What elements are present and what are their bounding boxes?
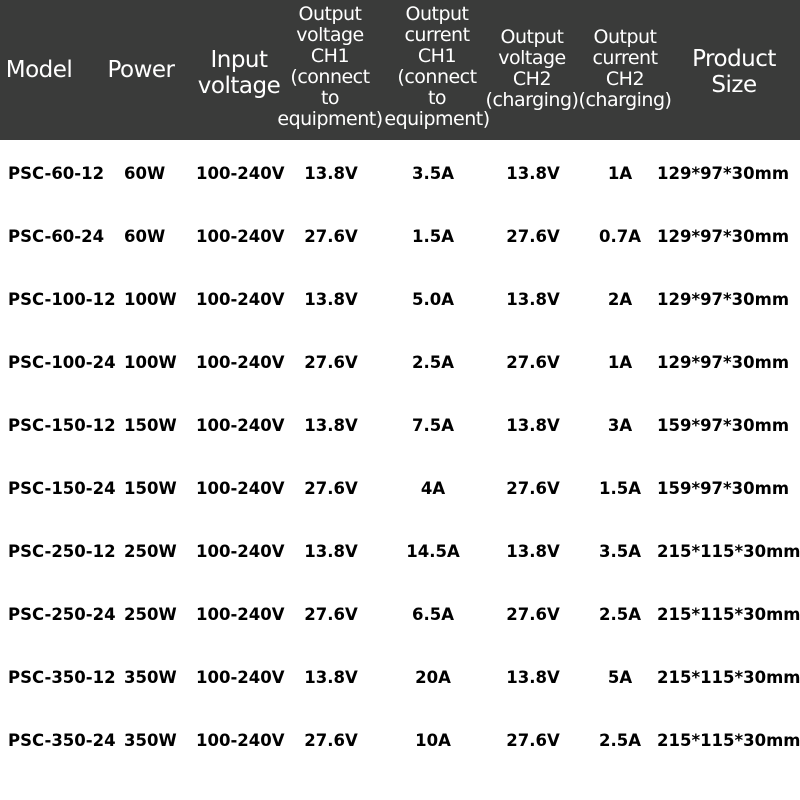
cell-output-voltage-ch2: 13.8V [506, 668, 560, 687]
cell-model: PSC-350-12 [8, 668, 116, 687]
cell-power: 150W [124, 479, 177, 498]
cell-power: 60W [124, 227, 166, 246]
cell-model: PSC-100-12 [8, 290, 116, 309]
header-model: Model [5, 57, 73, 83]
cell-model: PSC-250-24 [8, 605, 116, 624]
cell-product-size: 215*115*30mm [657, 605, 800, 624]
cell-input-voltage: 100-240V [196, 605, 285, 624]
cell-output-current-ch2: 5A [607, 668, 633, 687]
cell-output-voltage-ch1: 13.8V [304, 416, 358, 435]
cell-input-voltage: 100-240V [196, 479, 285, 498]
cell-output-voltage-ch1: 13.8V [304, 164, 358, 183]
cell-output-current-ch1: 5.0A [412, 290, 454, 309]
cell-output-current-ch2: 2.5A [599, 605, 641, 624]
cell-power: 350W [124, 668, 177, 687]
header-output-voltage-ch2: Output voltage CH2 (charging) [485, 26, 579, 111]
cell-output-voltage-ch1: 27.6V [304, 353, 358, 372]
cell-product-size: 159*97*30mm [657, 416, 790, 435]
cell-product-size: 215*115*30mm [657, 731, 800, 750]
header-output-current-ch2: Output current CH2 (charging) [578, 26, 672, 111]
cell-product-size: 215*115*30mm [657, 542, 800, 561]
cell-output-current-ch2: 2A [607, 290, 633, 309]
cell-output-voltage-ch2: 27.6V [506, 353, 560, 372]
cell-model: PSC-250-12 [8, 542, 116, 561]
cell-output-current-ch2: 3A [607, 416, 633, 435]
cell-output-current-ch1: 10A [415, 731, 451, 750]
cell-model: PSC-150-24 [8, 479, 116, 498]
header-power: Power [107, 57, 175, 83]
cell-output-current-ch1: 3.5A [412, 164, 454, 183]
cell-product-size: 129*97*30mm [657, 353, 790, 372]
header-product-size: Product Size [692, 46, 776, 98]
cell-input-voltage: 100-240V [196, 668, 285, 687]
cell-input-voltage: 100-240V [196, 164, 285, 183]
cell-output-voltage-ch2: 13.8V [506, 416, 560, 435]
cell-output-voltage-ch2: 27.6V [506, 227, 560, 246]
cell-input-voltage: 100-240V [196, 416, 285, 435]
cell-output-current-ch1: 6.5A [412, 605, 454, 624]
header-output-voltage-ch1: Output voltage CH1 (connect to equipment) [277, 3, 383, 130]
cell-output-voltage-ch2: 13.8V [506, 290, 560, 309]
cell-model: PSC-150-12 [8, 416, 116, 435]
cell-output-voltage-ch2: 27.6V [506, 479, 560, 498]
cell-power: 350W [124, 731, 177, 750]
cell-model: PSC-60-12 [8, 164, 105, 183]
cell-power: 250W [124, 542, 177, 561]
cell-power: 250W [124, 605, 177, 624]
cell-output-current-ch1: 4A [420, 479, 446, 498]
cell-output-voltage-ch1: 27.6V [304, 227, 358, 246]
cell-input-voltage: 100-240V [196, 353, 285, 372]
cell-output-current-ch2: 0.7A [599, 227, 641, 246]
cell-output-current-ch1: 7.5A [412, 416, 454, 435]
table-header [0, 0, 800, 140]
cell-output-current-ch1: 2.5A [412, 353, 454, 372]
cell-output-current-ch2: 1.5A [599, 479, 641, 498]
cell-output-voltage-ch2: 27.6V [506, 731, 560, 750]
cell-product-size: 215*115*30mm [657, 668, 800, 687]
cell-power: 60W [124, 164, 166, 183]
cell-input-voltage: 100-240V [196, 731, 285, 750]
cell-product-size: 129*97*30mm [657, 227, 790, 246]
cell-model: PSC-100-24 [8, 353, 116, 372]
cell-output-voltage-ch2: 13.8V [506, 164, 560, 183]
cell-output-voltage-ch1: 13.8V [304, 668, 358, 687]
cell-output-voltage-ch1: 27.6V [304, 731, 358, 750]
cell-output-current-ch1: 1.5A [412, 227, 454, 246]
header-input-voltage: Input voltage [197, 47, 281, 99]
cell-output-voltage-ch2: 13.8V [506, 542, 560, 561]
cell-model: PSC-60-24 [8, 227, 105, 246]
cell-output-current-ch2: 3.5A [599, 542, 641, 561]
cell-output-voltage-ch2: 27.6V [506, 605, 560, 624]
cell-power: 150W [124, 416, 177, 435]
cell-output-voltage-ch1: 27.6V [304, 479, 358, 498]
cell-power: 100W [124, 353, 177, 372]
cell-product-size: 129*97*30mm [657, 164, 790, 183]
header-output-current-ch1: Output current CH1 (connect to equipment) [384, 3, 490, 130]
cell-output-current-ch1: 20A [415, 668, 451, 687]
cell-output-voltage-ch1: 13.8V [304, 290, 358, 309]
cell-output-voltage-ch1: 27.6V [304, 605, 358, 624]
cell-output-current-ch2: 1A [607, 164, 633, 183]
cell-input-voltage: 100-240V [196, 290, 285, 309]
cell-output-current-ch1: 14.5A [406, 542, 460, 561]
cell-power: 100W [124, 290, 177, 309]
cell-output-current-ch2: 1A [607, 353, 633, 372]
cell-model: PSC-350-24 [8, 731, 116, 750]
cell-product-size: 129*97*30mm [657, 290, 790, 309]
cell-product-size: 159*97*30mm [657, 479, 790, 498]
cell-output-voltage-ch1: 13.8V [304, 542, 358, 561]
cell-input-voltage: 100-240V [196, 542, 285, 561]
cell-input-voltage: 100-240V [196, 227, 285, 246]
cell-output-current-ch2: 2.5A [599, 731, 641, 750]
